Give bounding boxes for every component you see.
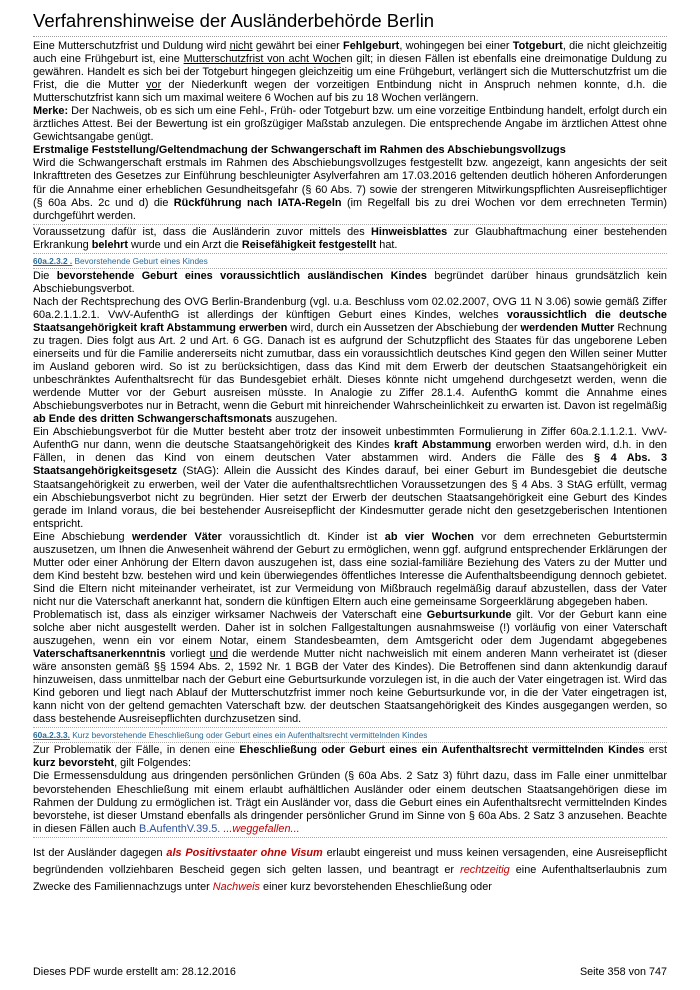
paragraph-geburtsurkunde: Problematisch ist, dass als einziger wirksamer Nachweis der Vaterschaft eine Geburtsurkunde gilt. Vor der Geburt kann eine solche aber nicht ausgestellt werden. Daher ist in solchen Fallgestaltungen ausnahmsweise (!) vorläufig von einer Vaterschaft auszugehen, wenn ein vor einem Notar, einem Standesbeamten, dem Amtsgericht oder dem Jugendamt abgegebenes Vaterschaftsanerkenntnis vorliegt und die werdende Mutter nicht nachweislich mit einem anderen Mann verheiratet ist (dieser wäre ansonsten gemäß §§ 1594 Abs. 2, 1592 Nr. 1 BGB der Vater des Kindes). Die Betroffenen sind dann aktenkundig darauf hinzuweisen, dass unmittelbar nach der Geburt eine Geburtsurkunde vorzulegen ist, in die auch der Vater eingetragen ist. Wird das Kind geboren und liegt nach Ablauf der Mutterschutzfrist immer noch keine Geburtsurkunde vor, in die der Vater eingetragen ist, kann nicht von der geltend gemachten Vaterschaft bzw. der deutschen Staatsangehörigkeit des Kindes ausgegangen werden, so dass bestehende Ausreisepflichten durchzusetzen sind.	[33, 608, 667, 726]
paragraph-bevorstehende-geburt: Die bevorstehende Geburt eines voraussichtlich ausländischen Kindes begründet darüber hinaus grundsätzlich kein Abschiebungsverbot.	[33, 269, 667, 295]
divider	[33, 727, 667, 728]
divider	[33, 742, 667, 743]
divider	[33, 224, 667, 225]
reference-link[interactable]: B.AufenthV.39.5.	[138, 822, 221, 835]
divider	[33, 268, 667, 269]
footer-created-date: Dieses PDF wurde erstellt am: 28.12.2016	[33, 966, 236, 978]
paragraph-problematik: Zur Problematik der Fälle, in denen eine Eheschließung oder Geburt eines ein Aufenthaltsrecht vermittelnden Kindes erst kurz bevorsteht, gilt Folgendes:	[33, 744, 667, 770]
paragraph-ovg-rechtsprechung: Nach der Rechtsprechung des OVG Berlin-Brandenburg (vgl. u.a. Beschluss vom 02.02.2007, OVG 11 N 3.06) sowie gemäß Ziffer 60a.2.1.1.2.1. VwV-AufenthG ist allerdings der künftigen Geburt eines Kindes, welches voraussichtlich die deutsche Staatsangehörigkeit kraft Abstammung erwerben wird, durch ein Aussetzen der Abschiebung der werdenden Mutter Rechnung zu tragen. Dies folgt aus Art. 2 und Art. 6 GG. Danach ist es aufgrund der Schutzpflicht des Staates für das ungeborene Leben einerseits und für die Familie andererseits nicht zumutbar, dass ein voraussichtlich deutsches Kind gegen den Willen seiner Mutter im Ausland geboren wird. So ist zu berücksichtigen, dass das Kind mit dem Erwerb der deutschen Staatsangehörigkeit ein unbeschränktes Aufenthaltsrecht für das Bundesgebiet erhält. Dieses könnte nicht umgehend durchgesetzt werden, wenn die werdende Mutter vor der Geburt ausreisen müsste. In Analogie zu Ziffer 28.1.4. AufenthG kommt die Annahme eines Abschiebungsverbotes nur in Betracht, wenn die Geburt mit hinreichender Wahrscheinlichkeit zu erwarten ist. Davon ist regelmäßig ab Ende des dritten Schwangerschaftsmonats auszugehen.	[33, 295, 667, 426]
section-heading-eheschliessung: 60a.2.3.3. Kurz bevorstehende Eheschließung oder Geburt eines ein Aufenthaltsrecht vermittelnden Kindes	[33, 730, 428, 741]
paragraph-voraussetzung: Voraussetzung dafür ist, dass die Ausländerin zuvor mittels des Hinweisblattes zur Glaubhaftmachung einer bestehenden Erkrankung belehrt wurde und ein Arzt die Reisefähigkeit festgestellt hat.	[33, 225, 667, 251]
paragraph-positivstaater: Ist der Ausländer dagegen als Positivstaater ohne Visum erlaubt eingereist und muss keinen versagenden, eine Ausreisepflicht begründenden vollziehbaren Bescheid gegen sich gelten lassen, und beantragt er rechtzeitig eine Aufenthaltserlaubnis zum Zwecke des Familiennachzugs unter Nachweis einer kurz bevorstehenden Eheschließung oder	[33, 846, 667, 894]
paragraph-abschiebungsvollzug: Wird die Schwangerschaft erstmals im Rahmen des Abschiebungsvollzuges festgestellt bzw. angezeigt, kann angesichts der seit Inkrafttreten des Gesetzes zur Einführung beschleunigter Asylverfahren am 17.03.2016 geltenden deutlich höheren Anforderungen für die Annahme einer erheblichen Gesundheitsgefahr (§ 60 Abs. 7) sowie der strengeren Mitwirkungspflichten Ausreisepflichtiger (§ 60a Abs. 2c und d) die Rückführung nach IATA-Regeln (im Regelfall bis zu drei Wochen vor dem errechneten Termin) durchgeführt werden.	[33, 157, 667, 222]
divider	[33, 253, 667, 254]
page-title: Verfahrenshinweise der Ausländerbehörde Berlin	[33, 10, 435, 31]
section-number-link[interactable]: 60a.2.3.3.	[33, 730, 70, 741]
paragraph-ermessensduldung: Die Ermessensduldung aus dringenden persönlichen Gründen (§ 60a Abs. 2 Satz 3) führt dazu, dass im Falle einer unmittelbar bevorstehenden Eheschließung mit einem erlaubt aufhältlichen Ausländer oder einem deutschen Staatsangehörigen diese im Rahmen der Duldung zu ermöglichen ist. Trägt ein Ausländer vor, dass die Geburt eines ein Aufenthaltsrecht vermittelnden Kindes bevorstehe, ist dieser Umstand ebenfalls als dringender persönlicher Grund im Sinne von § 60a Abs. 2 Satz 3 anzusehen. Beachte in diesen Fällen auch B.AufenthV.39.5. ...weggefallen...	[33, 770, 667, 835]
paragraph-fehlgeburt: Eine Mutterschutzfrist und Duldung wird nicht gewährt bei einer Fehlgeburt, wohingegen bei einer Totgeburt, die nicht gleichzeitig auch eine Frühgeburt ist, eine Mutterschutzfrist von acht Wochen gilt; in diesen Fällen ist ebenfalls eine dreimonatige Duldung zu gewähren. Handelt es sich bei der Totgeburt hingegen gleichzeitig um eine Frühgeburt, verlängert sich die Mutterschutzfrist um die Frist, die die Mutter vor der Niederkunft wegen der vorzeitigen Entbindung nicht in Anspruch nehmen konnte, d.h. die Mutterschutzfrist kann sich um maximal weitere 6 Wochen auf bis zu 18 Wochen verlängern.	[33, 40, 667, 105]
paragraph-werdende-vaeter: Eine Abschiebung werdender Väter voraussichtlich dt. Kinder ist ab vier Wochen vor dem errechneten Geburtstermin auszusetzen, um Ihnen die Anwesenheit während der Geburt zu ermöglichen, wenn ggf. aufgrund entsprechender Erklärungen der Mutter oder einer Anhörung der Eltern davon auszugehen ist, dass eine sozial-familiäre Beziehung des Vaters zu der Mutter und dem Kind besteht bzw. bestehen wird und kein überwiegendes öffentliches Interesse die Aufenthaltsbeendigung dennoch gebietet. Sind die Eltern nicht miteinander verheiratet, ist zur Vermeidung von Mißbrauch regelmäßig darauf abzustellen, dass der Vater nicht nur die Vaterschaft anerkannt hat, sondern die künftigen Eltern auch eine gemeinsame Sorgeerklärung abgegeben haben.	[33, 530, 667, 608]
title-divider	[33, 36, 667, 37]
document-body	[33, 40, 667, 896]
footer-page-number: Seite 358 von 747	[579, 966, 667, 978]
heading-erstmalige-feststellung: Erstmalige Feststellung/Geltendmachung der Schwangerschaft im Rahmen des Abschiebungsvollzugs	[33, 144, 566, 157]
paragraph-merke: Merke: Der Nachweis, ob es sich um eine Fehl-, Früh- oder Totgeburt bzw. um eine vorzeitige Entbindung handelt, erfolgt durch ein ärztliches Attest. Bei der Bewertung ist ein großzügiger Maßstab anzulegen. Die entsprechende Angabe im ärztlichen Attest ohne Gewichtsangabe genügt.	[33, 105, 667, 144]
section-number-link[interactable]: 60a.2.3.2 .	[33, 255, 73, 266]
paragraph-abschiebungsverbot: Ein Abschiebungsverbot für die Mutter besteht aber trotz der insoweit unbestimmten Formulierung in Ziffer 60a.2.1.1.2.1. VwV-AufenthG nur dann, wenn die deutsche Staatsangehörigkeit des Kindes kraft Abstammung erworben werden wird, d.h. in den Fällen, in denen das Kind von einem deutschen Vater abstammen wird. Anders die Fälle des § 4 Abs. 3 Staatsangehörigkeitsgesetz (StAG): Allein die Aussicht des Kindes darauf, bei einer Geburt im Bundesgebiet die deutsche Staatsangehörigkeit zu erwerben, weil der Vater die aufenthaltsrechtlichen Voraussetzungen des § 4 Abs. 3 StAG erfüllt, vermag ein Abschiebungsverbot nicht zu begründen. Hier setzt der Erwerb der deutschen Staatsangehörigkeit eine Geburt des Kindes gerade im Inland voraus, die bei bestehender Ausreisepflicht der Kindesmutter gerade nicht den gesetzgeberischen Intentionen entspricht.	[33, 426, 668, 530]
divider	[33, 837, 667, 838]
section-heading-bevorstehende-geburt: 60a.2.3.2 . Bevorstehende Geburt eines Kindes	[33, 255, 208, 266]
